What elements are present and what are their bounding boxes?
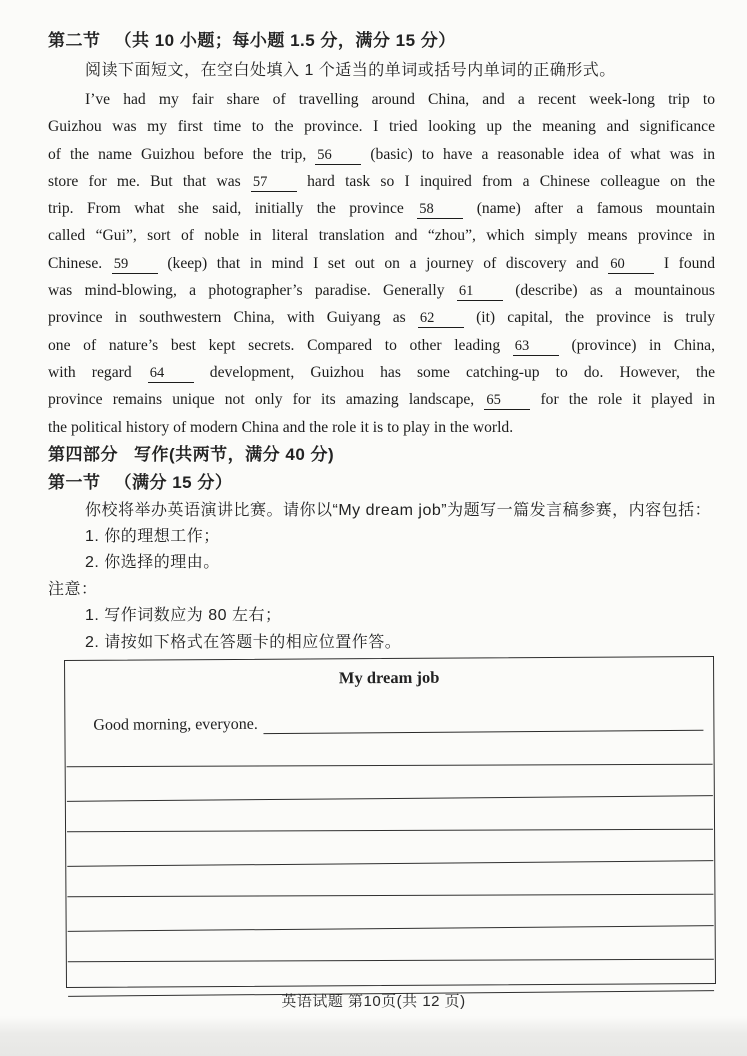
writing-rule-line bbox=[67, 797, 713, 832]
passage-line: Chinese. 59 (keep) that in mind I set out on a journey of discovery and 60 I found bbox=[48, 254, 716, 272]
cloze-blank-56: 56 bbox=[315, 148, 361, 165]
grammar-instruction: 阅读下面短文，在空白处填入 1 个适当的单词或括号内单词的正确形式。 bbox=[85, 62, 616, 79]
cloze-blank-60: 60 bbox=[608, 257, 654, 274]
writing-rule-line bbox=[66, 732, 712, 767]
passage-line: was mind-blowing, a photographer’s paradise. Generally 61 (describe) as a mountainous bbox=[48, 282, 715, 300]
part1-heading-meta: （满分 15 分） bbox=[114, 472, 233, 492]
notice-label: 注意： bbox=[48, 580, 98, 598]
cloze-blank-59: 59 bbox=[112, 257, 158, 274]
section4-heading-meta: 写作(共两节，满分 40 分) bbox=[134, 444, 335, 464]
passage-line: of the name Guizhou before the trip, 56 (basic) to have a reasonable idea of what was in bbox=[48, 145, 715, 163]
task-intro: 你校将举办英语演讲比赛。请你以“My dream job”为题写一篇发言稿参赛，内容包括： bbox=[85, 501, 712, 519]
notice-2: 2. 请按如下格式在答题卡的相应位置作答。 bbox=[85, 633, 402, 651]
cloze-blank-63: 63 bbox=[513, 339, 559, 356]
writing-rule-line bbox=[67, 828, 713, 866]
section2-heading bbox=[48, 26, 715, 56]
section4-heading-label: 第四部分 bbox=[48, 444, 118, 464]
cloze-blank-65: 65 bbox=[484, 393, 530, 410]
scan-shadow-band bbox=[0, 1016, 747, 1056]
writing-rule-line bbox=[68, 927, 714, 962]
cloze-passage bbox=[48, 86, 715, 441]
passage-line: store for me. But that was 57 hard task so I inquired from a Chinese colleague on the bbox=[48, 172, 716, 190]
section2-heading-meta: （共 10 小题；每小题 1.5 分，满分 15 分） bbox=[114, 31, 456, 50]
composition-opening-text: Good morning, everyone. bbox=[93, 716, 258, 735]
page-content bbox=[48, 26, 715, 986]
composition-title: My dream job bbox=[338, 668, 440, 688]
part1-heading bbox=[48, 469, 715, 497]
content-point-2: 2. 你选择的理由。 bbox=[85, 554, 220, 572]
page-footer: 英语试题 第10页(共 12 页) bbox=[281, 993, 466, 1010]
passage-line: I’ve had my fair share of travelling around China, and a recent week-long trip to bbox=[85, 91, 715, 108]
cloze-blank-57: 57 bbox=[251, 175, 297, 192]
passage-line: Guizhou was my first time to the province. I tried looking up the meaning and significance bbox=[48, 118, 715, 136]
passage-line: province in southwestern China, with Guiyang as 62 (it) capital, the province is truly bbox=[48, 309, 715, 327]
content-point-1: 1. 你的理想工作； bbox=[85, 527, 220, 545]
passage-line: one of nature’s best kept secrets. Compared to other leading 63 (province) in China, bbox=[48, 336, 715, 354]
writing-rule-line bbox=[67, 763, 713, 801]
writing-rule-line bbox=[67, 893, 713, 931]
passage-line: called “Gui”, sort of noble in literal translation and “zhou”, which simply means province in bbox=[48, 227, 715, 245]
cloze-blank-64: 64 bbox=[148, 366, 194, 383]
section4-heading bbox=[48, 441, 715, 469]
composition-answer-box bbox=[64, 656, 716, 988]
writing-rules bbox=[66, 731, 714, 995]
passage-line: with regard 64 development, Guizhou has some catching-up to do. However, the bbox=[48, 363, 716, 381]
part1-heading-label: 第一节 bbox=[48, 472, 101, 492]
cloze-blank-62: 62 bbox=[418, 311, 464, 328]
passage-line: the political history of modern China and the role it is to play in the world. bbox=[48, 418, 514, 436]
section2-heading-label: 第二节 bbox=[48, 31, 101, 50]
writing-rule-line bbox=[67, 862, 713, 897]
cloze-blank-61: 61 bbox=[457, 284, 503, 301]
passage-line: province remains unique not only for its amazing landscape, 65 for the role it played in bbox=[48, 391, 715, 409]
notice-1: 1. 写作词数应为 80 左右； bbox=[85, 607, 282, 625]
passage-line: trip. From what she said, initially the province 58 (name) after a famous mountain bbox=[48, 200, 716, 218]
cloze-blank-58: 58 bbox=[417, 202, 463, 219]
composition-opening-row bbox=[93, 699, 703, 735]
